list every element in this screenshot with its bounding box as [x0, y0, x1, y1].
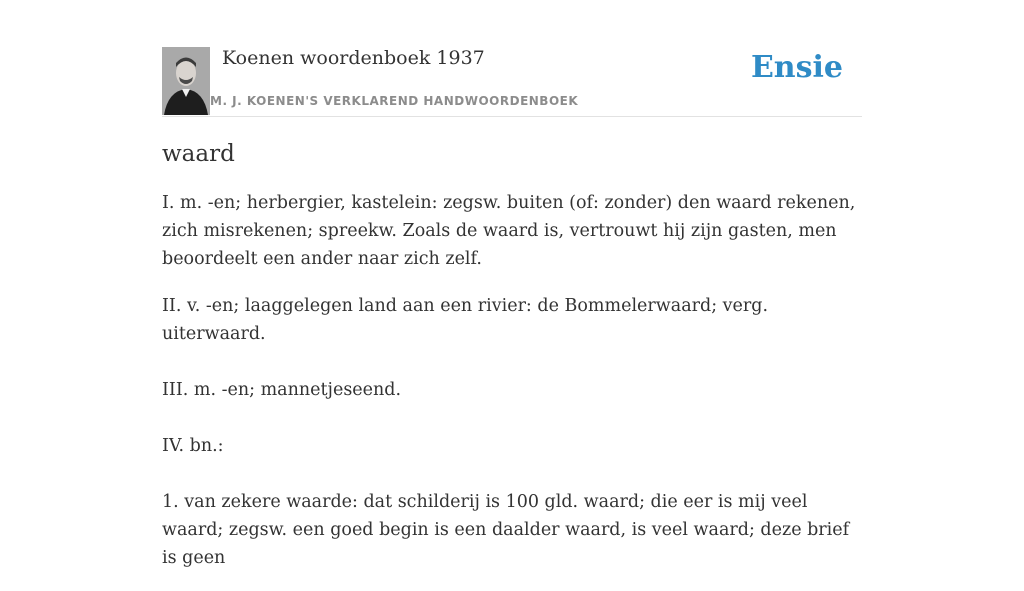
headword: waard [162, 141, 235, 167]
sense-3: III. m. -en; mannetjeseend. [162, 380, 402, 400]
ensie-logo-link[interactable]: Ensie [750, 50, 843, 85]
dictionary-title[interactable]: Koenen woordenboek 1937 [222, 47, 485, 69]
header [162, 44, 862, 117]
author-portrait [162, 47, 210, 115]
sense-4-1: 1. van zekere waarde: dat schilderij is 100 gld. waard; die eer is mij veel waard; zegsw. een goed begin is een daalder waard, is veel waard; deze brief is geen [162, 492, 850, 568]
sense-4: IV. bn.: [162, 436, 224, 456]
sense-1: I. m. -en; herbergier, kastelein: zegsw. buiten (of: zonder) den waard rekenen, zich misrekenen; spreekw. Zoals de waard is, vertrouwt hij zijn gasten, men beoordeelt een ander naar zich zelf. [162, 193, 856, 269]
dictionary-subtitle: M. J. KOENEN'S VERKLAREND HANDWOORDENBOEK [210, 94, 579, 108]
sense-2: II. v. -en; laaggelegen land aan een rivier: de Bommelerwaard; verg. uiterwaard. [162, 296, 769, 344]
entry-content [162, 138, 862, 591]
